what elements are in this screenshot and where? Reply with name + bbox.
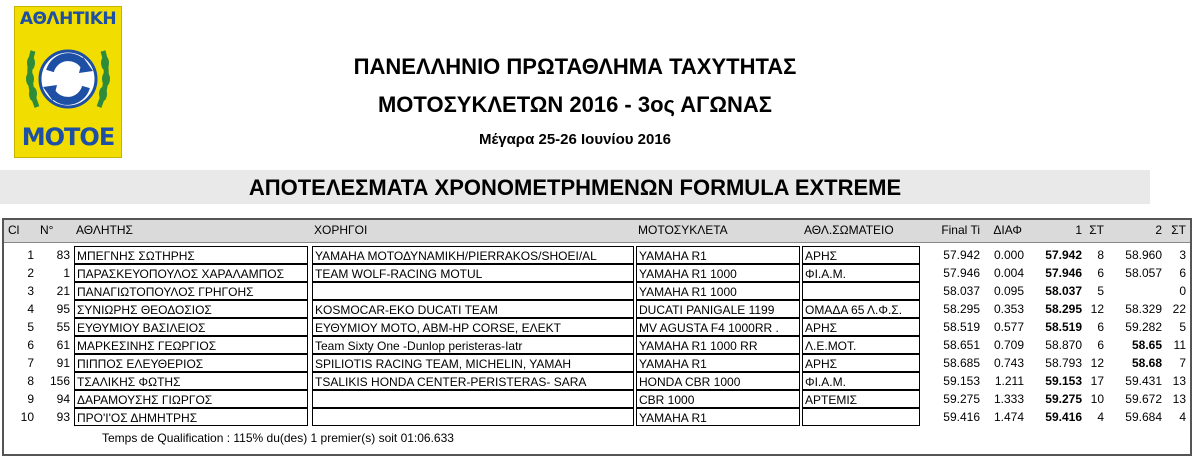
cell-sponsors: ΕΥΘΥΜΙΟΥ MOTO, ABM-HP CORSE, ΕΛΕΚΤ [312,318,634,336]
cell-club: ΦΙ.Α.Μ. [802,372,920,390]
cell-sponsors: TSALIKIS HONDA CENTER-PERISTERAS- SARA [312,372,634,390]
cell-club [802,408,920,426]
cell-club: ΑΡΤΕΜΙΣ [802,390,920,408]
cell-number: 94 [56,392,70,406]
cell-cl: 8 [27,374,34,388]
cell-bike: MV AGUSTA F4 1000RR . [636,318,800,336]
cell-cl: 10 [20,410,34,424]
col-diff: ΔΙΑΦ [993,223,1022,237]
cell-diff: 0.004 [993,266,1024,280]
cell-bike: YAMAHA R1 [636,354,800,372]
cell-bike: HONDA CBR 1000 [636,372,800,390]
cell-lap2: 5 [1179,320,1186,334]
cell-final-time: 59.153 [943,374,980,388]
cell-final-time: 57.946 [943,266,980,280]
col-athlete: ΑΘΛΗΤΗΣ [76,223,133,237]
cell-session1-time: 59.153 [1045,374,1082,388]
cell-sponsors: Team Sixty One -Dunlop peristeras-Iatr [312,336,634,354]
col-final-time: Final Ti [941,223,980,237]
cell-cl: 5 [27,320,34,334]
cell-lap2: 0 [1179,284,1186,298]
cell-diff: 0.353 [993,302,1024,316]
cell-sponsors [312,408,634,426]
cell-cl: 7 [27,356,34,370]
event-title: ΜΟΤΟΣΥΚΛΕΤΩΝ 2016 - 3ος ΑΓΩΝΑΣ [377,92,772,117]
cell-lap2: 22 [1172,302,1186,316]
cell-cl: 2 [27,266,34,280]
cell-cl: 6 [27,338,34,352]
cell-lap1: 4 [1097,410,1104,424]
cell-bike: CBR 1000 [636,390,800,408]
cell-session2-time: 59.684 [1125,410,1162,424]
cell-lap1: 12 [1090,302,1104,316]
cell-final-time: 58.685 [943,356,980,370]
cell-sponsors: YAMAHA ΜΟΤΟΔΥΝΑΜΙΚΗ/PIERRAKOS/SHOEI/AL [312,246,634,264]
cell-number: 83 [56,248,70,262]
cell-lap1: 17 [1090,374,1104,388]
cell-session2-time: 58.65 [1131,338,1162,352]
col-session2: 2 [1155,223,1162,237]
cell-final-time: 58.651 [943,338,980,352]
cell-sponsors: SPILIOTIS RACING TEAM, MICHELIN, YAMAH [312,354,634,372]
cell-session1-time: 58.870 [1045,338,1082,352]
cell-cl: 3 [27,284,34,298]
cell-final-time: 59.416 [943,410,980,424]
cell-final-time: 57.942 [943,248,980,262]
cell-athlete: ΠΡΟ'Ι'ΟΣ ΔΗΜΗΤΡΗΣ [74,408,308,426]
cell-sponsors [312,282,634,300]
table-row [4,264,1190,282]
cell-diff: 1.333 [993,392,1024,406]
table-row [4,354,1190,372]
cell-diff: 0.095 [993,284,1024,298]
cell-lap1: 6 [1097,338,1104,352]
results-banner: ΑΠΟΤΕΛΕΣΜΑΤΑ ΧΡΟΝΟΜΕΤΡΗΜΕΝΩΝ FORMULA EXTREME [248,175,902,200]
cell-cl: 4 [27,302,34,316]
cell-session2-time: 59.431 [1125,374,1162,388]
cell-club: ΑΡΗΣ [802,246,920,264]
cell-club: ΦΙ.Α.Μ. [802,264,920,282]
cell-session2-time: 59.282 [1125,320,1162,334]
cell-diff: 1.474 [993,410,1024,424]
cell-number: 91 [56,356,70,370]
cell-cl: 9 [27,392,34,406]
cell-session2-time: 59.672 [1125,392,1162,406]
cell-diff: 1.211 [994,374,1024,388]
table-header [4,220,1190,243]
cell-sponsors: KOSMOCAR-EKO DUCATI TEAM [312,300,634,318]
cell-diff: 0.000 [993,248,1024,262]
cell-athlete: ΜΠΕΓΝΗΣ ΣΩΤΗΡΗΣ [74,246,308,264]
cell-athlete: ΔΑΡΑΜΟΥΣΗΣ ΓΙΩΡΓΟΣ [74,390,308,408]
cell-lap1: 8 [1097,248,1104,262]
cell-session2-time: 58.329 [1125,302,1162,316]
cell-bike: YAMAHA R1 [636,246,800,264]
table-row [4,246,1190,264]
cell-lap1: 10 [1090,392,1104,406]
col-lap2: ΣΤ [1171,223,1186,237]
col-number: N° [40,223,54,237]
cell-session2-time [1106,282,1162,300]
cell-final-time: 59.275 [943,392,980,406]
cell-diff: 0.577 [993,320,1024,334]
table-row [4,336,1190,354]
cell-session2-time: 58.057 [1125,266,1162,280]
cell-number: 95 [56,302,70,316]
cell-lap1: 5 [1097,284,1104,298]
cell-session1-time: 59.416 [1045,410,1082,424]
table-row [4,408,1190,426]
cell-final-time: 58.519 [943,320,980,334]
cell-diff: 0.709 [993,338,1024,352]
cell-number: 1 [63,266,70,280]
cell-lap2: 4 [1179,410,1186,424]
cell-final-time: 58.295 [943,302,980,316]
cell-lap1: 12 [1090,356,1104,370]
cell-sponsors [312,390,634,408]
cell-athlete: ΠΑΝΑΓΙΩΤΟΠΟΥΛΟΣ ΓΡΗΓΟΗΣ [74,282,308,300]
cell-lap2: 11 [1173,338,1186,352]
cell-lap2: 13 [1172,392,1186,406]
table-row [4,390,1190,408]
col-session1: 1 [1075,223,1082,237]
cell-athlete: ΣΥΝΙΩΡΗΣ ΘΕΟΔΟΣΙΟΣ [74,300,308,318]
cell-session1-time: 58.519 [1045,320,1082,334]
cell-bike: DUCATI PANIGALE 1199 [636,300,800,318]
cell-session1-time: 57.942 [1045,248,1082,262]
cell-lap2: 6 [1179,266,1186,280]
cell-number: 156 [49,374,70,388]
cell-cl: 1 [27,248,34,262]
cell-sponsors: TEAM WOLF-RACING MOTUL [312,264,634,282]
venue-date: Μέγαρα 25-26 Ιουνίου 2016 [478,131,672,148]
cell-session1-time: 58.295 [1045,302,1082,316]
cell-number: 93 [56,410,70,424]
cell-lap2: 13 [1172,374,1186,388]
cell-lap2: 7 [1179,356,1186,370]
cell-athlete: ΜΑΡΚΕΣΙΝΗΣ ΓΕΩΡΓΙΟΣ [74,336,308,354]
cell-athlete: ΤΣΑΛΙΚΗΣ ΦΩΤΗΣ [74,372,308,390]
table-row [4,372,1190,390]
cell-number: 61 [56,338,70,352]
cell-bike: YAMAHA R1 1000 [636,282,800,300]
table-row [4,300,1190,318]
cell-lap1: 6 [1097,266,1104,280]
cell-final-time: 58.037 [943,284,980,298]
cell-number: 21 [56,284,70,298]
cell-athlete: ΕΥΘΥΜΙΟΥ ΒΑΣΙΛΕΙΟΣ [74,318,308,336]
cell-athlete: ΠΙΠΠΟΣ ΕΛΕΥΘΕΡΙΟΣ [74,354,308,372]
col-cl: Cl [8,223,20,237]
col-club: ΑΘΛ.ΣΩΜΑΤΕΙΟ [804,223,894,237]
cell-club: Λ.Ε.ΜΟΤ. [802,336,920,354]
cell-number: 55 [56,320,70,334]
results-table [2,218,1192,456]
table-row [4,318,1190,336]
cell-bike: YAMAHA R1 [636,408,800,426]
cell-club: ΟΜΑΔΑ 65 Λ.Φ.Σ. [802,300,920,318]
cell-athlete: ΠΑΡΑΣΚΕΥΟΠΟΥΛΟΣ ΧΑΡΑΛΑΜΠΟΣ [74,264,308,282]
cell-session2-time: 58.960 [1125,248,1162,262]
cell-session1-time: 58.793 [1045,356,1082,370]
logo-top-text: ΑΘΛΗΤΙΚΗ [19,9,117,29]
logo-bottom-text: ΜΟΤΟΕ [21,123,115,151]
cell-bike: YAMAHA R1 1000 RR [636,336,800,354]
cell-lap2: 3 [1179,248,1186,262]
col-sponsors: ΧΟΡΗΓΟΙ [314,223,368,237]
qualification-note: Temps de Qualification : 115% du(des) 1 premier(s) soit 01:06.633 [102,431,454,445]
col-lap1: ΣΤ [1089,223,1104,237]
cell-club: ΑΡΗΣ [802,354,920,372]
col-bike: ΜΟΤΟΣΥΚΛΕΤΑ [638,223,728,237]
cell-diff: 0.743 [993,356,1024,370]
cell-session1-time: 59.275 [1045,392,1082,406]
table-row [4,282,1190,300]
cell-club [802,282,920,300]
cell-bike: YAMAHA R1 1000 [636,264,800,282]
cell-lap1: 6 [1097,320,1104,334]
cell-session1-time: 57.946 [1045,266,1082,280]
championship-title: ΠΑΝΕΛΛΗΝΙΟ ΠΡΩΤΑΘΛΗΜΑ ΤΑΧΥΤΗΤΑΣ [353,54,797,79]
cell-club: ΑΡΗΣ [802,318,920,336]
cell-session1-time: 58.037 [1045,284,1082,298]
cell-session2-time: 58.68 [1131,356,1162,370]
